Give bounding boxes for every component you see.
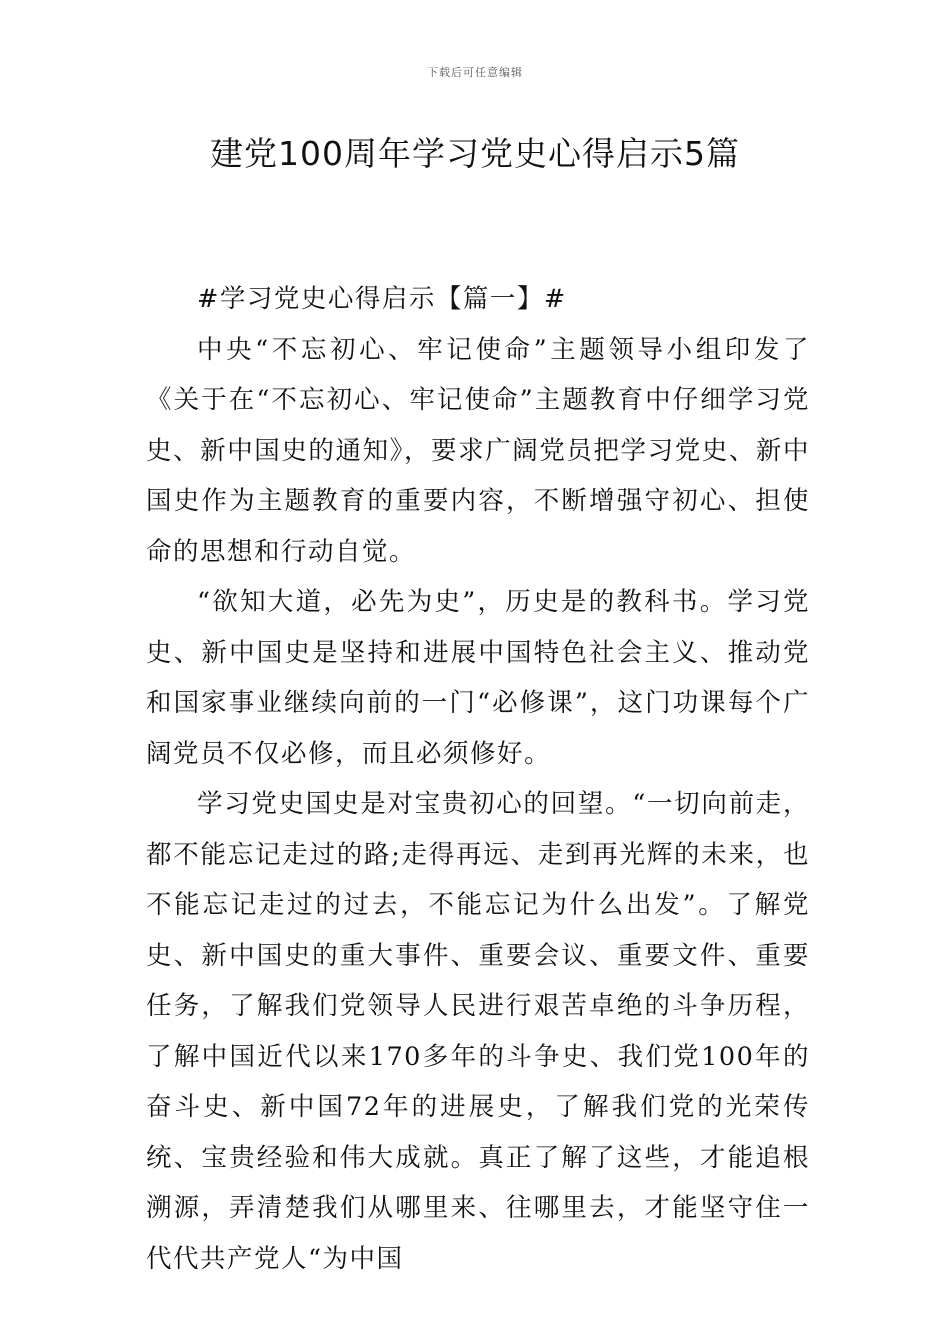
paragraph: “欲知大道，必先为史”，历史是的教科书。学习党史、新中国史是坚持和进展中国特色社会主义、推动党和国家事业继续向前的一门“必修课”，这门功课每个广阔党员不仅必修，而且必须修好。 — [146, 587, 810, 769]
paragraph: 学习党史国史是对宝贵初心的回望。“一切向前走，都不能忘记走过的路;走得再远、走到再光辉的未来，也不能忘记走过的过去，不能忘记为什么出发”。了解党史、新中国史的重大事件、重要会议、重要文件、重要任务，了解我们党领导人民进行艰苦卓绝的斗争历程，了解中国近代以来170多年的斗争史、我们党100年的奋斗史、新中国72年的进展史，了解我们党的光荣传统、宝贵经验和伟大成就。真正了解了这些，才能追根溯源，弄清楚我们从哪里来、往哪里去，才能坚守住一代代共产党人“为中国 — [146, 789, 810, 1274]
document-body — [146, 274, 810, 1284]
header-note: 下载后可任意编辑 — [427, 66, 523, 79]
section-heading: #学习党史心得启示【篇一】# — [197, 284, 567, 314]
document-title: 建党100周年学习党史心得启示5篇 — [210, 134, 740, 173]
paragraph: 中央“不忘初心、牢记使命”主题领导小组印发了《关于在“不忘初心、牢记使命”主题教育中仔细学习党史、新中国史的通知》，要求广阔党员把学习党史、新中国史作为主题教育的重要内容，不断增强守初心、担使命的思想和行动自觉。 — [146, 334, 810, 567]
